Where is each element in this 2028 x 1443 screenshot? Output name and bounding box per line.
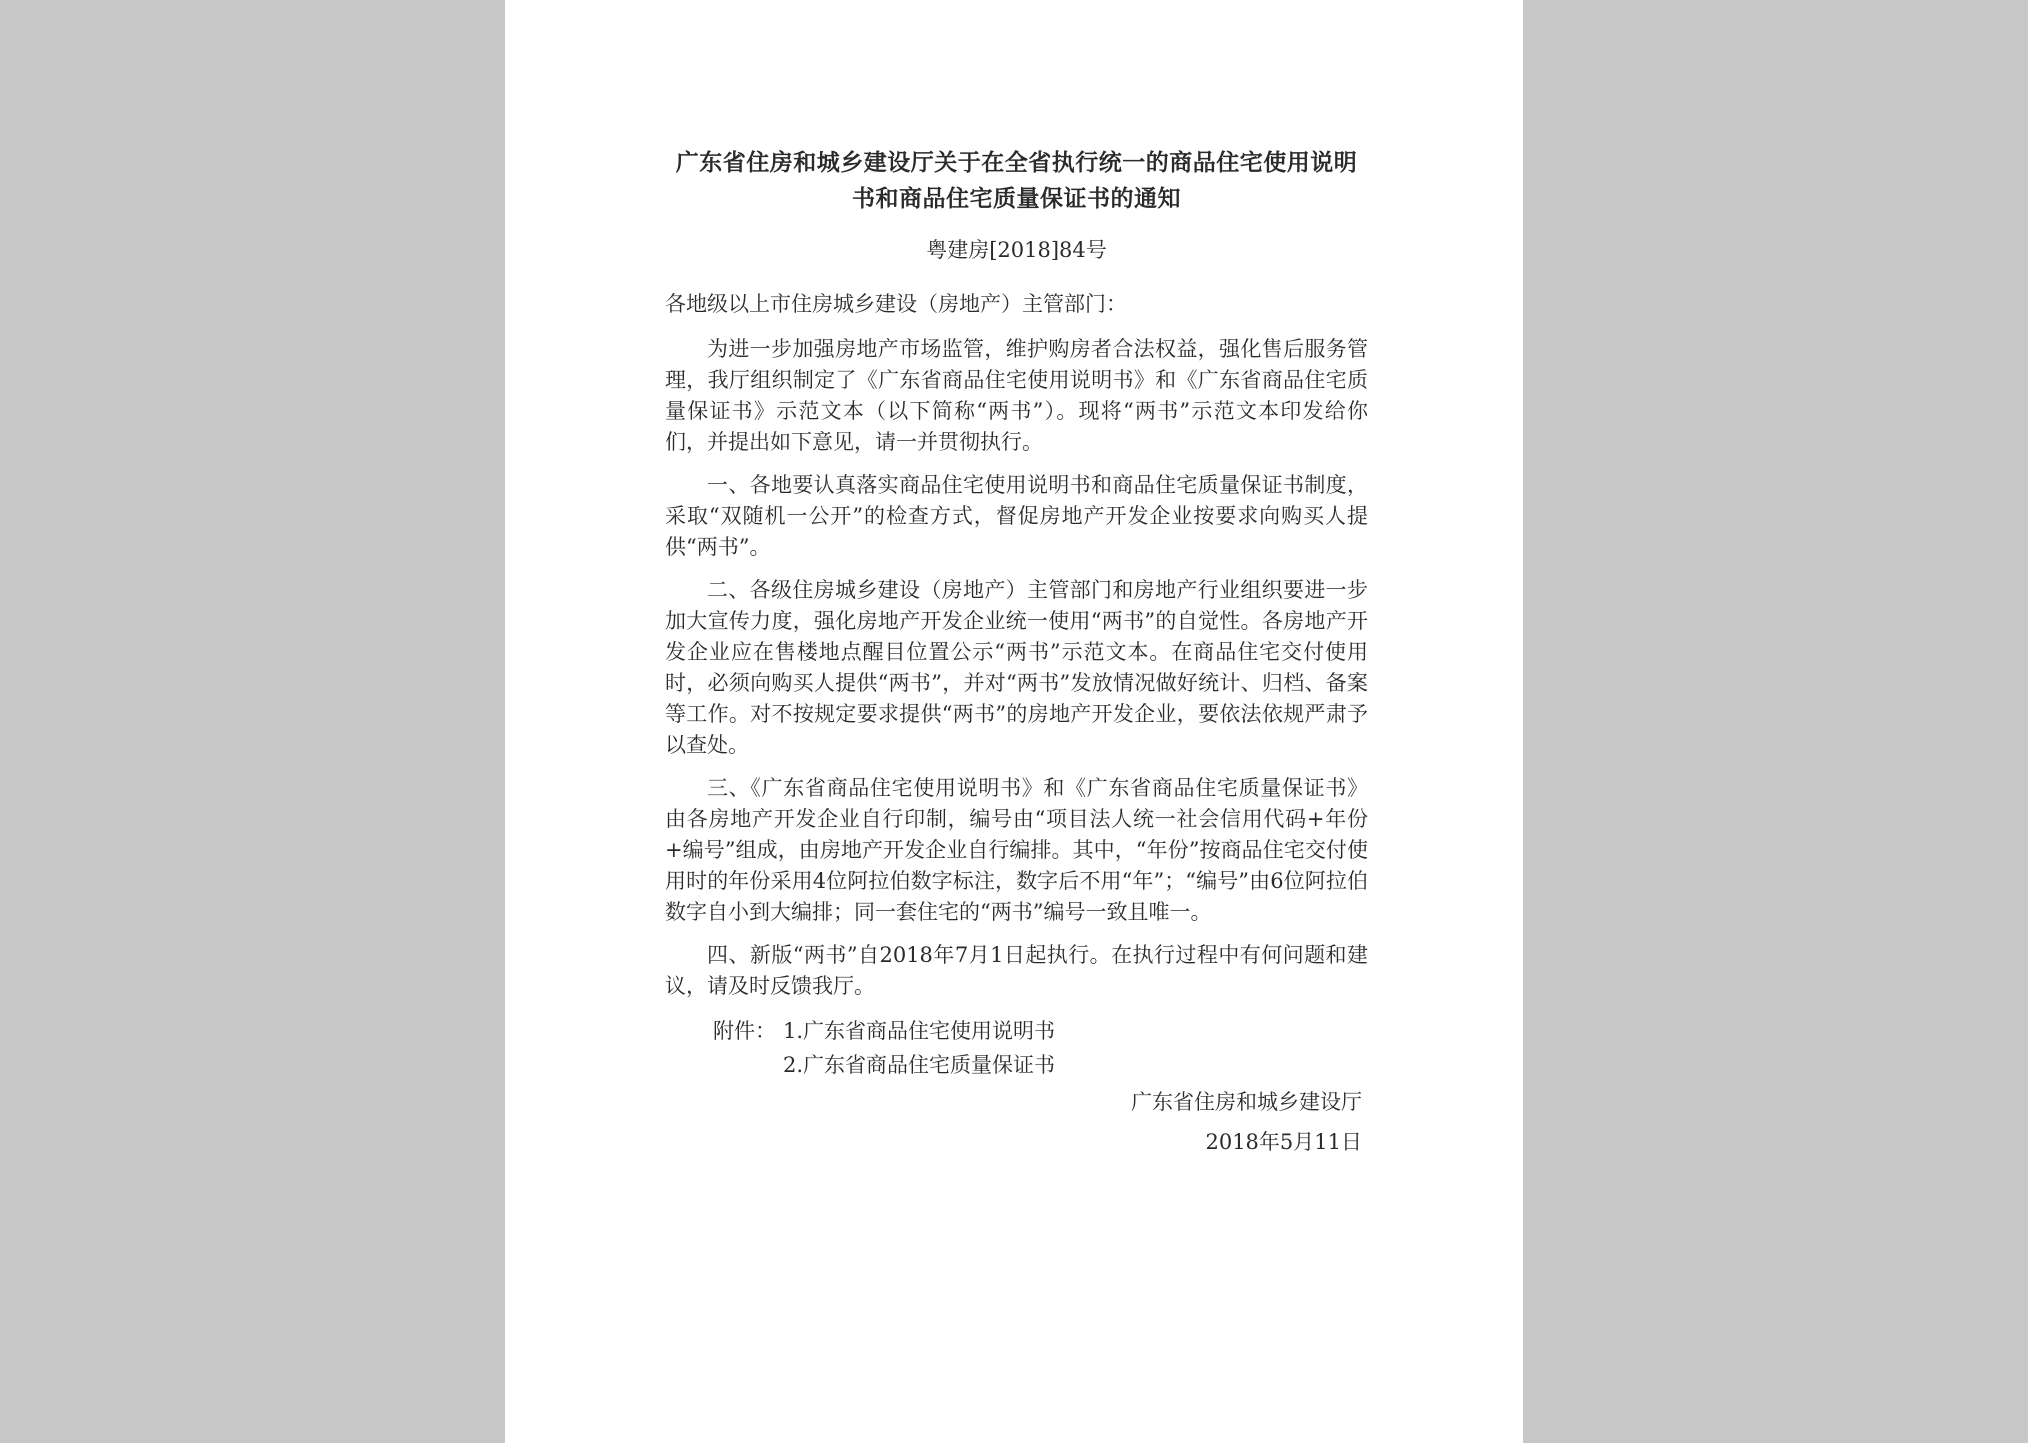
attachment-item-2: 2.广东省商品住宅质量保证书	[783, 1053, 1056, 1077]
paragraph-item-3: 三、《广东省商品住宅使用说明书》和《广东省商品住宅质量保证书》由各房地产开发企业自行印制，编号由“项目法人统一社会信用代码+年份+编号”组成，由房地产开发企业自行编排。其中，“年份”按商品住宅交付使用时的年份采用4位阿拉伯数字标注，数字后不用“年”；“编号”由6位阿拉伯数字自小到大编排；同一套住宅的“两书”编号一致且唯一。	[665, 776, 1368, 924]
signatory: 广东省住房和城乡建设厅	[1131, 1090, 1362, 1114]
attachments-label: 附件：	[713, 1019, 776, 1043]
title-line-2: 书和商品住宅质量保证书的通知	[852, 185, 1181, 212]
document-date: 2018年5月11日	[1205, 1130, 1362, 1154]
title-line-1: 广东省住房和城乡建设厅关于在全省执行统一的商品住宅使用说明	[675, 149, 1358, 176]
document-number: 粤建房[2018]84号	[926, 238, 1107, 262]
attachment-item-1: 1.广东省商品住宅使用说明书	[783, 1019, 1056, 1043]
paragraph-item-1: 一、各地要认真落实商品住宅使用说明书和商品住宅质量保证书制度，采取“双随机一公开”的检查方式，督促房地产开发企业按要求向购买人提供“两书”。	[665, 473, 1368, 559]
attachment-row	[713, 1048, 1368, 1082]
document-page	[505, 0, 1523, 1443]
attachment-row	[713, 1014, 1368, 1048]
salutation: 各地级以上市住房城乡建设（房地产）主管部门：	[665, 292, 1127, 316]
attachments-block	[713, 1014, 1368, 1082]
document-title	[665, 145, 1368, 217]
paragraph-item-4: 四、新版“两书”自2018年7月1日起执行。在执行过程中有何问题和建议，请及时反馈我厅。	[665, 943, 1368, 998]
document-content	[665, 145, 1368, 1162]
paragraph-item-2: 二、各级住房城乡建设（房地产）主管部门和房地产行业组织要进一步加大宣传力度，强化房地产开发企业统一使用“两书”的自觉性。各房地产开发企业应在售楼地点醒目位置公示“两书”示范文本。在商品住宅交付使用时，必须向购买人提供“两书”，并对“两书”发放情况做好统计、归档、备案等工作。对不按规定要求提供“两书”的房地产开发企业，要依法依规严肃予以查处。	[665, 578, 1368, 757]
paragraph-intro: 为进一步加强房地产市场监管，维护购房者合法权益，强化售后服务管理，我厅组织制定了《广东省商品住宅使用说明书》和《广东省商品住宅质量保证书》示范文本（以下简称“两书”）。现将“两书”示范文本印发给你们，并提出如下意见，请一并贯彻执行。	[665, 337, 1368, 454]
